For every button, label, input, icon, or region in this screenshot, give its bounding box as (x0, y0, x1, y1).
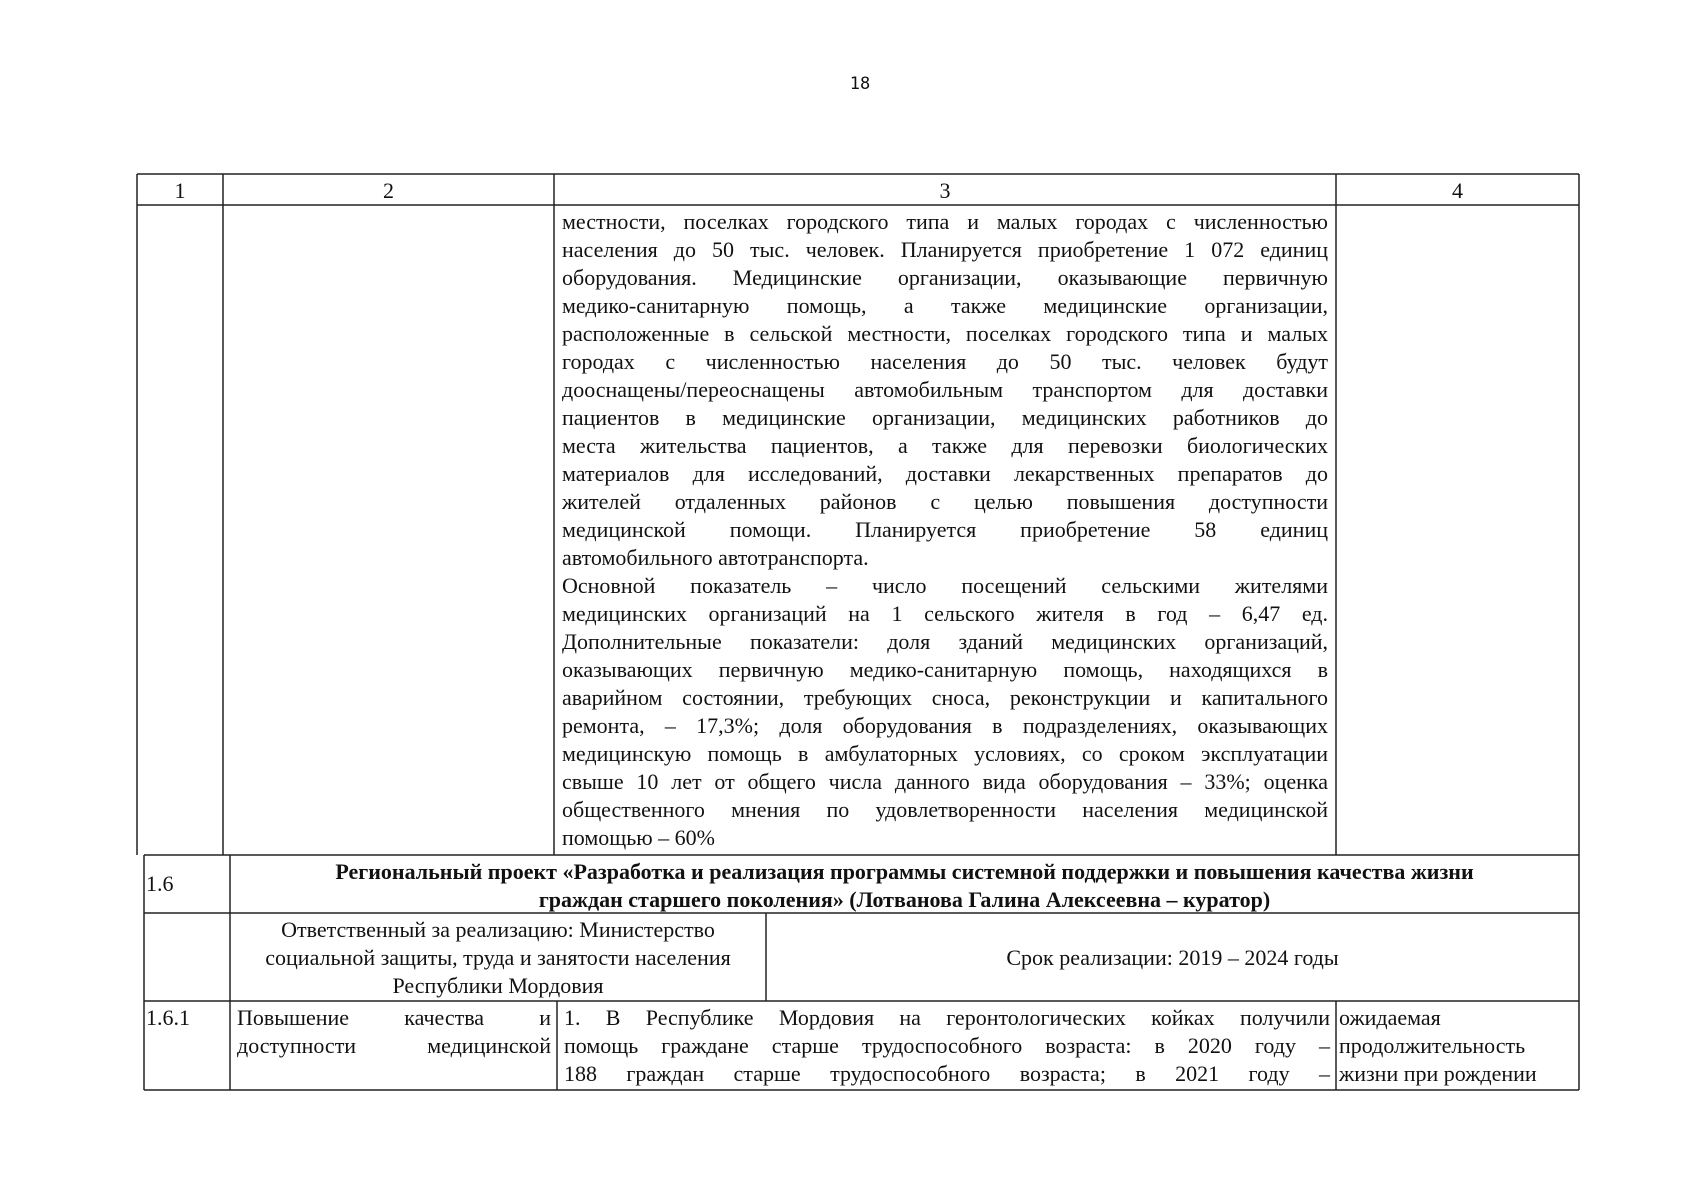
responsible-line-3: Республики Мордовия (392, 973, 604, 998)
text-line: Дополнительные показатели: доля зданий медицинских организаций, (562, 629, 1328, 654)
row-description-line-1: 1. В Республике Мордовия на геронтологических койках получили (564, 1005, 1330, 1030)
row-indicator-line-2: продолжительность (1339, 1033, 1526, 1058)
text-line: материалов для исследований, доставки лекарственных препаратов до (562, 461, 1328, 486)
text-line: автомобильного автотранспорта. (562, 545, 869, 570)
text-line: городах с численностью населения до 50 тыс. человек будут (562, 349, 1328, 374)
text-line: местности, поселках городского типа и малых городах с численностью (562, 209, 1328, 234)
text-line: свыше 10 лет от общего числа данного вида оборудования – 33%; оценка (562, 769, 1328, 794)
row-description-line-2: помощь граждане старше трудоспособного возраста: в 2020 году – (564, 1033, 1330, 1058)
header-col-2: 2 (383, 178, 394, 203)
section-title-line-2: граждан старшего поколения» (Лотванова Галина Алексеевна – куратор) (538, 887, 1271, 912)
row-goal-text (237, 1004, 551, 1060)
text-line: дооснащены/переоснащены автомобильным транспортом для доставки (562, 377, 1328, 402)
row-indicator-line-1: ожидаемая (1339, 1005, 1441, 1030)
row-indicator-line-3: жизни при рождении (1339, 1061, 1537, 1086)
text-line: помощью – 60% (562, 825, 716, 850)
row-description-text (564, 1004, 1330, 1088)
responsible-line-1: Ответственный за реализацию: Министерство (281, 917, 715, 942)
row-description-line-3: 188 граждан старше трудоспособного возраста; в 2021 году – (564, 1061, 1330, 1086)
text-line: оборудования. Медицинские организации, оказывающие первичную (562, 265, 1328, 290)
text-line: расположенные в сельской местности, поселках городского типа и малых (562, 321, 1328, 346)
row-indicator-text (1339, 1004, 1577, 1088)
text-line: места жительства пациентов, а также для перевозки биологических (562, 433, 1328, 458)
text-line: медицинских организаций на 1 сельского жителя в год – 6,47 ед. (562, 601, 1328, 626)
text-line: медицинской помощи. Планируется приобретение 58 единиц (562, 517, 1328, 542)
row-number: 1.6.1 (146, 1005, 190, 1030)
header-col-3: 3 (939, 178, 951, 203)
page-number: 18 (849, 74, 871, 94)
text-line: ремонта, – 17,3%; доля оборудования в подразделениях, оказывающих (562, 713, 1328, 738)
text-line: населения до 50 тыс. человек. Планируется приобретение 1 072 единиц (562, 237, 1328, 262)
responsible-text (232, 916, 764, 1000)
text-line: аварийном состоянии, требующих сноса, реконструкции и капитального (562, 685, 1328, 710)
text-line: медицинскую помощь в амбулаторных условиях, со сроком эксплуатации (562, 741, 1328, 766)
row-goal-line-1: Повышение качества и (237, 1005, 551, 1030)
header-col-4: 4 (1452, 178, 1463, 203)
row-number: 1.6 (146, 871, 174, 896)
text-line: общественного мнения по удовлетворенности населения медицинской (562, 797, 1328, 822)
responsible-line-2: социальной защиты, труда и занятости населения (265, 945, 731, 970)
text-line: оказывающих первичную медико-санитарную помощь, находящихся в (562, 657, 1328, 682)
section-title-line-1: Региональный проект «Разработка и реализация программы системной поддержки и повышения качества жизни (335, 859, 1474, 884)
row-goal-line-2: доступности медицинской (237, 1033, 551, 1058)
section-title (232, 858, 1577, 914)
text-line: жителей отдаленных районов с целью повышения доступности (562, 489, 1328, 514)
header-col-1: 1 (174, 178, 186, 203)
term-text: Срок реализации: 2019 – 2024 годы (1006, 945, 1339, 970)
row-text-block (562, 208, 1328, 852)
text-line: медико-санитарную помощь, а также медицинские организации, (562, 293, 1328, 318)
text-line: пациентов в медицинские организации, медицинских работников до (562, 405, 1328, 430)
text-line: Основной показатель – число посещений сельскими жителями (562, 573, 1328, 598)
